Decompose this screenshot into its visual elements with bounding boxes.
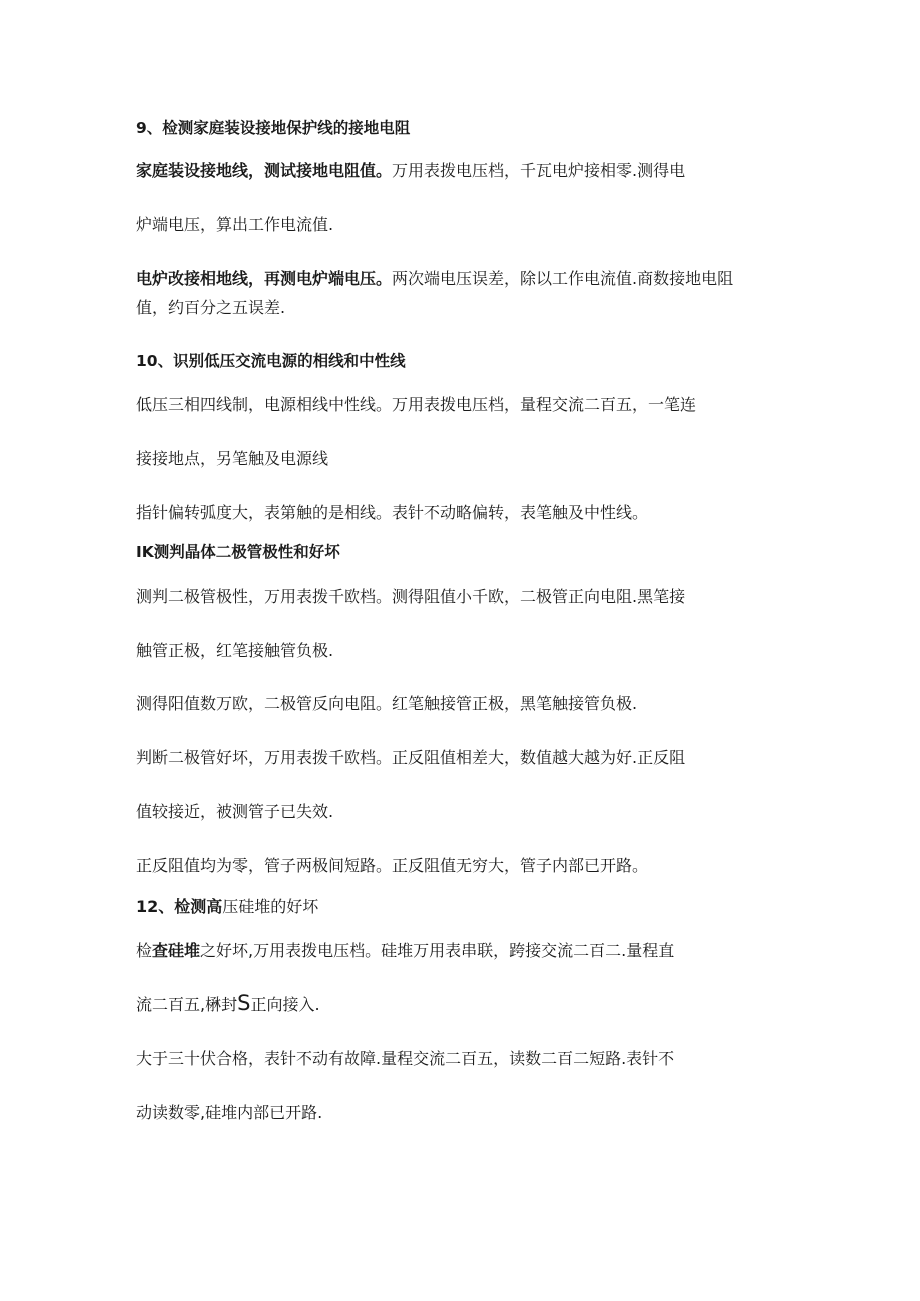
line-text: 正向接入. [250, 995, 320, 1014]
line-text: 万用表拨电压档，千瓦电炉接相零.测得电 [392, 161, 686, 180]
paragraph-line: 指针偏转弧度大，表第触的是相线。表针不动略偏转，表笔触及中性线。 [136, 503, 649, 522]
heading-rest-part: 压硅堆的好坏 [222, 897, 319, 916]
paragraph-line: 判断二极管好坏，万用表拨千欧档。正反阻值相差大，数值越大越为好.正反阻 [136, 748, 686, 767]
paragraph-line: 接接地点，另笔触及电源线 [136, 449, 329, 468]
paragraph-line: 低压三相四线制，电源相线中性线。万用表拨电压档，量程交流二百五，一笔连 [136, 395, 697, 414]
large-letter-s: S [237, 991, 251, 1015]
heading-bold-part: 12、检测高 [136, 897, 223, 916]
paragraph-line: 测得阳值数万欧，二极管反向电阻。红笔触接管正极，黑笔触接管负极. [136, 694, 638, 713]
paragraph-line: 炉端电压，算出工作电流值. [136, 215, 334, 234]
section-heading-12 [136, 896, 318, 918]
paragraph-line [136, 268, 733, 290]
paragraph-line [136, 991, 320, 1016]
line-prefix: 检 [136, 941, 153, 960]
paragraph-line: 值，约百分之五误差. [136, 298, 286, 317]
section-heading-10: 10、识别低压交流电源的相线和中性线 [136, 352, 406, 370]
line-text: 两次端电压误差，除以工作电流值.商数接地电阻 [392, 269, 734, 288]
bold-phrase: 电炉改接相地线，再测电炉端电压。 [136, 269, 393, 288]
paragraph-line: 测判二极管极性，万用表拨千欧档。测得阻值小千欧，二极管正向电阻.黑笔接 [136, 587, 686, 606]
bold-phrase: 家庭装设接地线，测试接地电阻值。 [136, 161, 393, 180]
section-heading-9: 9、检测家庭装设接地保护线的接地电阻 [136, 119, 411, 137]
paragraph-line: 正反阻值均为零，管子两极间短路。正反阻值无穷大，管子内部已开路。 [136, 856, 649, 875]
paragraph-line: 大于三十伏合格，表针不动有故障.量程交流二百五，读数二百二短路.表针不 [136, 1049, 675, 1068]
paragraph-line [136, 160, 685, 182]
line-text: 之好坏,万用表拨电压档。硅堆万用表串联，跨接交流二百二.量程直 [200, 941, 675, 960]
section-heading-11: IK测判晶体二极管极性和好坏 [136, 543, 340, 561]
paragraph-line [136, 940, 674, 962]
paragraph-line: 动读数零,硅堆内部已开路. [136, 1103, 323, 1122]
paragraph-line: 值较接近，被测管子已失效. [136, 802, 334, 821]
paragraph-line: 触管正极，红笔接触管负极. [136, 641, 334, 660]
line-prefix: 流二百五,楙封 [136, 995, 238, 1014]
bold-phrase: 查硅堆 [152, 941, 201, 960]
